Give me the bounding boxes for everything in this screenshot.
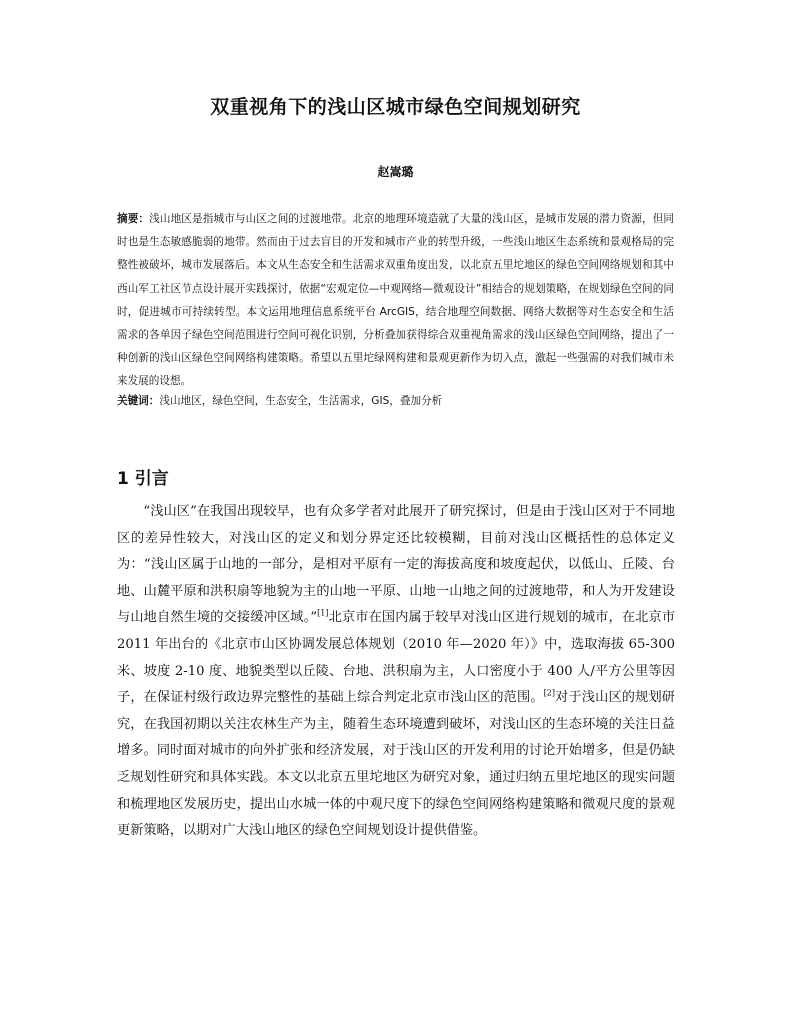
author-name: 赵嵩璐: [377, 165, 414, 179]
keywords-label: 关键词：: [117, 395, 160, 407]
section-heading-introduction: 1 引言: [117, 469, 169, 489]
citation-2: [2]: [543, 688, 555, 698]
citation-1: [1]: [317, 608, 329, 618]
body-text-part-3: 对于浅山区的规划研究，在我国初期以关注农林生产为主，随着生态环境遭到破坏，对浅山区的生态环境的关注日益增多。同时面对城市的向外扩张和经济发展，对于浅山区的开发利用的讨论开始增多，但是仍缺乏规划性研究和具体实践。本文以北京五里坨地区为研究对象，通过归纳五里坨地区的现实问题和梳理地区发展历史，提出山水城一体的中观尺度下的绿色空间网络构建策略和微观尺度的景观更新策略，以期对广大浅山地区的绿色空间规划设计提供借鉴。: [117, 690, 675, 839]
abstract-text: 浅山地区是指城市与山区之间的过渡地带。北京的地理环境造就了大量的浅山区，是城市发展的潜力资源，但同时也是生态敏感脆弱的地带。然而由于过去盲目的开发和城市产业的转型升级，一些浅山地区生态系统和景观格局的完整性被破坏，城市发展落后。本文从生态安全和生活需求双重角度出发，以北京五里坨地区的绿色空间网络规划和其中西山军工社区节点设计展开实践探讨，依据“宏观定位—中观网络—微观设计”相结合的规划策略，在规划绿色空间的同时，促进城市可持续转型。本文运用地理信息系统平台 ArcGIS，结合地理空间数据、网络大数据等对生态安全和生活需求的各单因子绿色空间范围进行空间可视化识别，分析叠加获得综合双重视角需求的浅山区绿色空间网络，提出了一种创新的浅山区绿色空间网络构建策略。希望以五里坨绿网构建和景观更新作为切入点，激起一些强需的对我们城市未来发展的设想。: [117, 213, 675, 388]
abstract-paragraph: [117, 208, 674, 394]
keywords-line: [117, 390, 674, 412]
abstract-label: 摘要：: [117, 213, 150, 225]
body-text-part-1: “浅山区”在我国出现较早，也有众多学者对此展开了研究探讨，但是由于浅山区对于不同地区的差异性较大，对浅山区的定义和划分界定还比较模糊，目前对浅山区概括性的总体定义为：“浅山区属于山地的一部分，是相对平原有一定的海拔高度和坡度起伏，以低山、丘陵、台地、山麓平原和洪积扇等地貌为主的山地一平原、山地一山地之间的过渡地带，和人为开发建设与山地自然生境的交接缓冲区域。”: [117, 504, 675, 626]
page-title: 双重视角下的浅山区城市绿色空间规划研究: [210, 96, 581, 118]
keywords-text: 浅山地区，绿色空间，生态安全，生活需求，GIS，叠加分析: [159, 395, 443, 407]
body-paragraph: [117, 499, 675, 845]
body-text-part-2: 北京市在国内属于较早对浅山区进行规划的城市，在北京市 2011 年出台的《北京市山区协调发展总体规划（2010 年—2020 年）》中，选取海拔 65-300 米、坡度 2-10 度、地貌类型以丘陵、台地、洪积扇为主，人口密度小于 400 人/平方公里等因子，在保证村级行政边界完整性的基础上综合判定北京市浅山区的范围。: [117, 610, 676, 706]
